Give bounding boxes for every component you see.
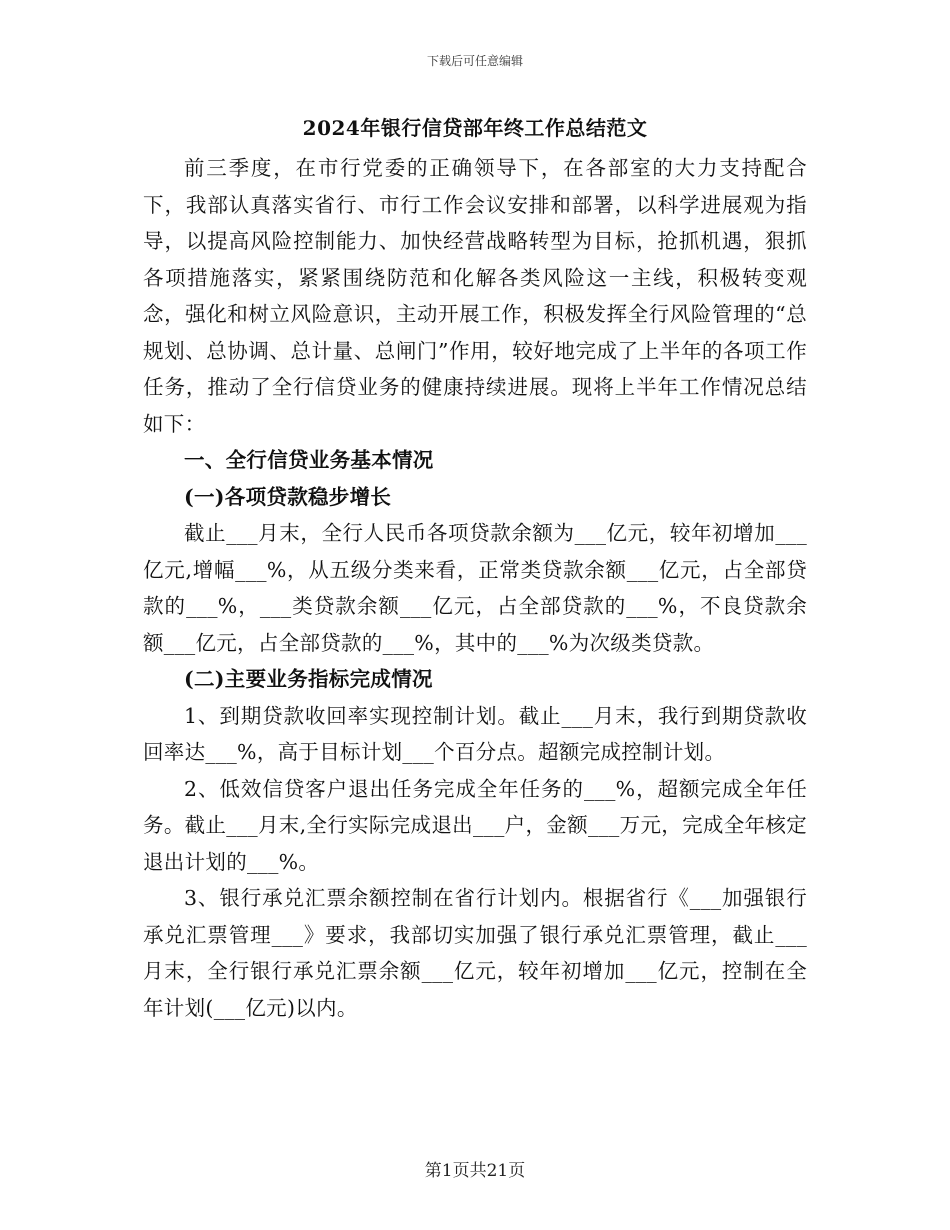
page-header-note: 下载后可任意编辑 <box>426 54 523 68</box>
subsection-heading-2: (二)主要业务指标完成情况 <box>184 667 433 691</box>
page-number: 第1页共21页 <box>424 1161 526 1181</box>
subsection-heading-1: (一)各项贷款稳步增长 <box>184 484 392 509</box>
indicator-paragraph-2: 2、低效信贷客户退出任务完成全年任务的___%，超额完成全年任务。截止___月末,全行实际完成退出___户，金额___万元，完成全年核定退出计划的___%。 <box>143 776 807 874</box>
indicator-paragraph-1: 1、到期贷款收回率实现控制计划。截止___月末，我行到期贷款收回率达___%，高于目标计划___个百分点。超额完成控制计划。 <box>143 703 807 764</box>
document-body <box>143 110 807 1026</box>
section-heading-1: 一、全行信贷业务基本情况 <box>184 448 434 472</box>
intro-paragraph: 前三季度，在市行党委的正确领导下，在各部室的大力支持配合下，我部认真落实省行、市行工作会议安排和部署，以科学进展观为指导，以提高风险控制能力、加快经营战略转型为目标，抢抓机遇，狠抓各项措施落实，紧紧围绕防范和化解各类风险这一主线，积极转变观念，强化和树立风险意识，主动开展工作，积极发挥全行风险管理的“总规划、总协调、总计量、总闸门”作用，较好地完成了上半年的各项工作任务，推动了全行信贷业务的健康持续进展。现将上半年工作情况总结如下： <box>143 156 807 436</box>
loan-balance-paragraph: 截止___月末，全行人民币各项贷款余额为___亿元，较年初增加___亿元,增幅___%，从五级分类来看，正常类贷款余额___亿元，占全部贷款的___%，___类贷款余额___亿元，占全部贷款的___%，不良贷款余额___亿元，占全部贷款的___%，其中的___%为次级类贷款。 <box>143 521 807 655</box>
indicator-paragraph-3: 3、银行承兑汇票余额控制在省行计划内。根据省行《___加强银行承兑汇票管理___》要求，我部切实加强了银行承兑汇票管理，截止___月末，全行银行承兑汇票余额___亿元，较年初增加___亿元，控制在全年计划(___亿元)以内。 <box>143 886 807 1020</box>
document-title: 2024年银行信贷部年终工作总结范文 <box>302 116 648 140</box>
